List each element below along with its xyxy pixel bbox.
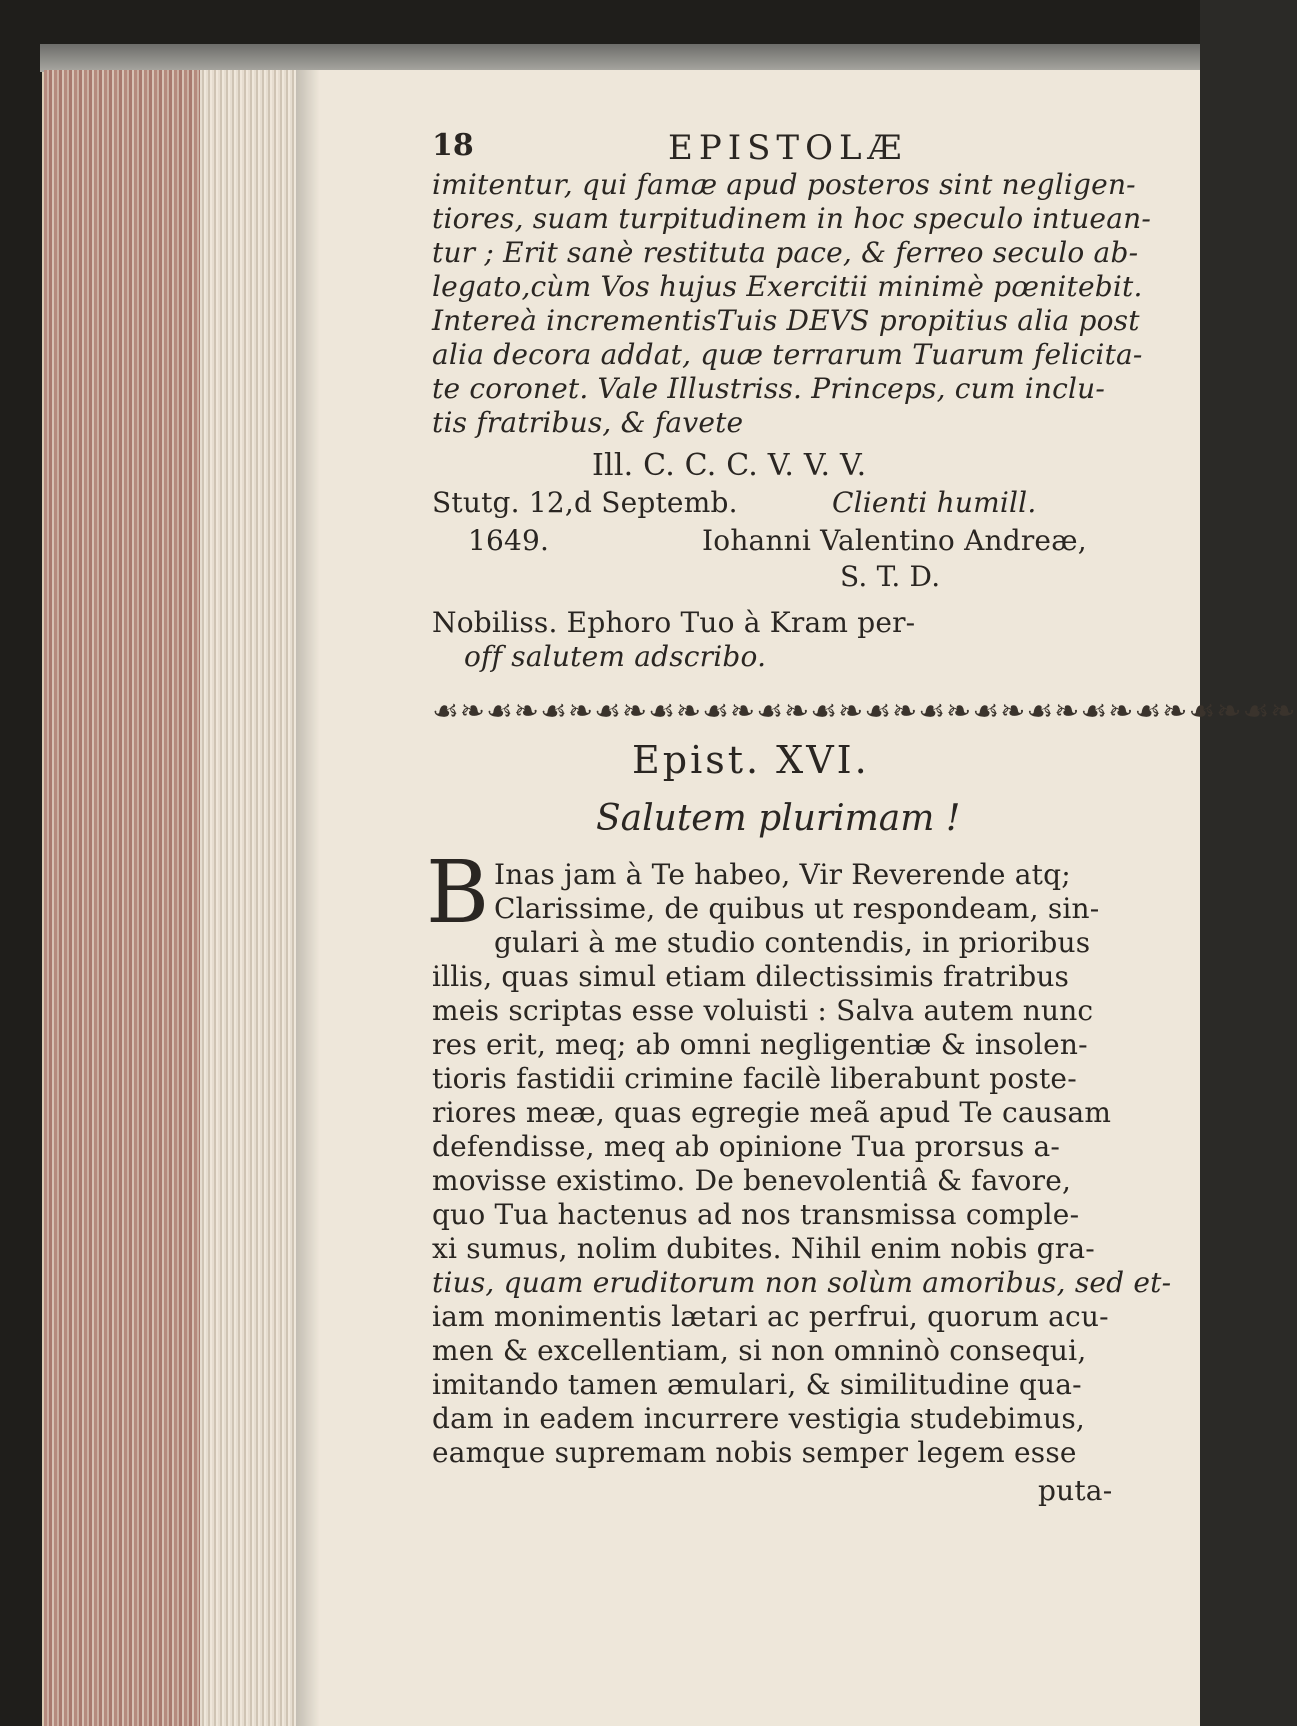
body-line: movisse existimo. De benevolentiâ & favore, [432,1164,1072,1197]
letter-line: Intereà incrementisTuis DEVS propitius alia post [432,304,1140,337]
body-line: xi sumus, nolim dubites. Nihil enim nobis gra- [432,1232,1095,1265]
author-title: S. T. D. [840,560,941,593]
body-line: meis scriptas esse voluisti : Salva autem nunc [432,994,1094,1027]
year: 1649. [468,524,550,557]
body-line: illis, quas simul etiam dilectissimis fratribus [432,960,1070,993]
book-cover-edge [40,44,1200,72]
body-line: tioris fastidii crimine facilè liberabunt poste- [432,1062,1077,1095]
letter-line: tis fratribus, & favete [432,406,744,439]
running-head: EPISTOLÆ [668,128,908,168]
place-date: Stutg. 12,d Septemb. [432,486,738,519]
body-line: Inas jam à Te habeo, Vir Reverende atq; [494,858,1071,891]
body-line: imitando tamen æmulari, & similitudine qua- [432,1368,1082,1401]
body-line: quo Tua hactenus ad nos transmissa comple- [432,1198,1080,1231]
page-gutter-shadow [296,70,320,1726]
body-line: eamque supremam nobis semper legem esse [432,1436,1077,1469]
page-number: 18 [432,128,474,163]
postscript-line: off salutem adscribo. [464,640,767,673]
body-line: dam in eadem incurrere vestigia studebimus, [432,1402,1085,1435]
epistle-title: Epist. XVI. [632,738,870,782]
body-line: res erit, meq; ab omni negligentiæ & insolen- [432,1028,1088,1061]
postscript-line: Nobiliss. Ephoro Tuo à Kram per- [432,606,916,639]
drop-cap: B [426,843,490,943]
client-line: Clienti humill. [832,486,1037,519]
letter-line: te coronet. Vale Illustriss. Princeps, cum inclu- [432,372,1106,405]
salutation: Salutem plurimam ! [596,798,961,839]
body-line: Clarissime, de quibus ut respondeam, sin- [494,892,1100,925]
body-line: tius, quam eruditorum non solùm amoribus, sed et- [432,1266,1172,1299]
body-line: men & excellentiam, si non omninò consequi, [432,1334,1087,1367]
catchword: puta- [1038,1474,1113,1507]
body-line: iam monimentis lætari ac perfrui, quorum acu- [432,1300,1109,1333]
letter-line: legato,cùm Vos hujus Exercitii minimè pœnitebit. [432,270,1143,303]
salutation-initials: Ill. C. C. C. V. V. V. [592,448,867,483]
letter-line: tur ; Erit sanè restituta pace, & ferreo seculo ab- [432,236,1139,269]
letter-line: imitentur, qui famæ apud posteros sint negligen- [432,168,1136,201]
page-edges-inner [200,70,296,1726]
author-name: Iohanni Valentino Andreæ, [702,524,1087,557]
body-line: gulari à me studio contendis, in prioribus [494,926,1091,959]
ornament-band: ☙❧☙❧☙❧☙❧☙❧☙❧☙❧☙❧☙❧☙❧☙❧☙❧☙❧☙❧☙❧☙❧ [432,694,1297,729]
letter-line: tiores, suam turpitudinem in hoc speculo intuean- [432,202,1151,235]
body-line: defendisse, meq ab opinione Tua prorsus a- [432,1130,1061,1163]
letter-line: alia decora addat, quæ terrarum Tuarum felicita- [432,338,1143,371]
body-line: riores meæ, quas egregie meã apud Te causam [432,1096,1112,1129]
